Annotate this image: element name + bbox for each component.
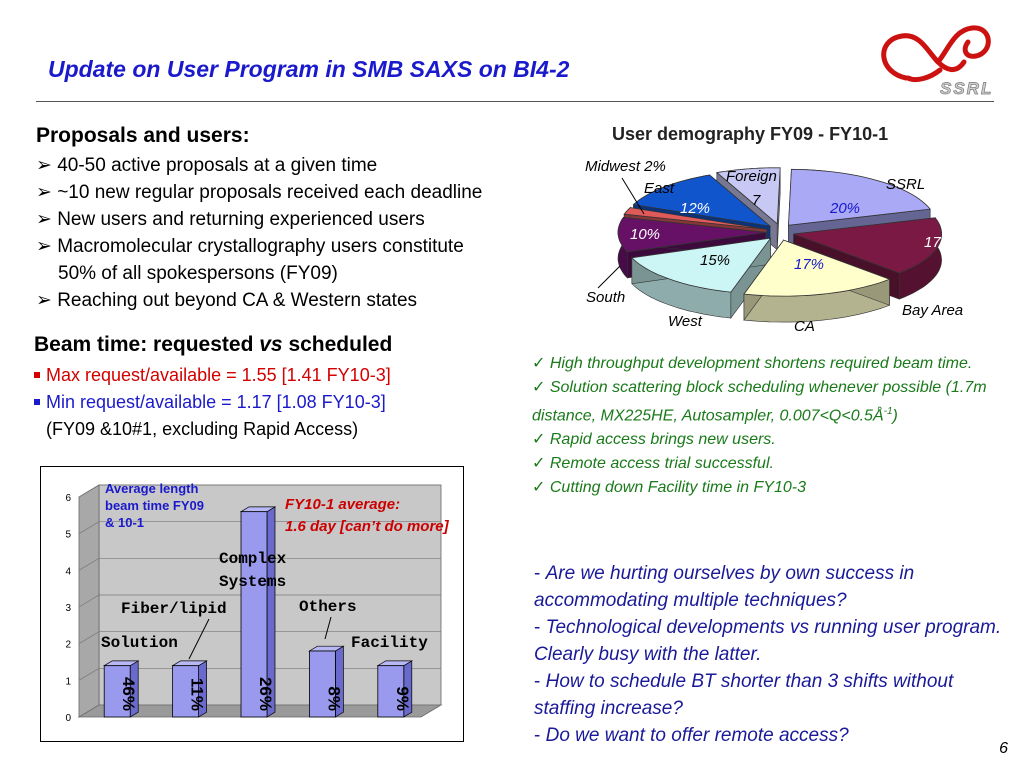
question-item: - Are we hurting ourselves by own success in accommodating multiple techniques? xyxy=(534,560,1004,614)
ssrl-logo xyxy=(868,12,998,104)
bullet-square-icon xyxy=(34,372,40,378)
min-request-text: Min request/available = 1.17 [1.08 FY10-3] xyxy=(46,392,386,412)
bar-chart-title: beam time FY09 xyxy=(105,498,204,513)
max-request-line xyxy=(34,362,391,389)
bar-chart xyxy=(40,466,464,742)
category-label: Systems xyxy=(219,573,287,591)
proposal-item: ➢ ~10 new regular proposals received each deadline xyxy=(36,179,482,206)
y-tick-label: 4 xyxy=(65,566,71,578)
pie-chart-title: User demography FY09 - FY10-1 xyxy=(612,124,889,144)
logo-text: SSRL xyxy=(940,79,994,98)
y-tick-label: 2 xyxy=(65,639,71,651)
notes-list xyxy=(532,352,1002,500)
category-label: Facility xyxy=(351,634,428,652)
pie-value-ssrl: 20% xyxy=(830,200,861,217)
bar-percent-label: 8% xyxy=(324,686,344,711)
note-closing: ) xyxy=(892,407,898,425)
pie-label-ssrl: SSRL xyxy=(886,176,926,193)
title-divider xyxy=(36,101,994,102)
y-tick-label: 3 xyxy=(65,603,71,614)
page-title: Update on User Program in SMB SAXS on BI4-2 xyxy=(48,56,570,82)
bar-percent-label: 9% xyxy=(392,686,412,711)
pie-label-midwest: Midwest 2% xyxy=(585,158,666,175)
beam-time-list xyxy=(34,362,391,443)
note-item: ✓ Rapid access brings new users. xyxy=(532,428,1002,452)
note-item: ✓ Remote access trial successful. xyxy=(532,452,1002,476)
category-label: Fiber/lipid xyxy=(121,600,227,618)
max-request-text: Max request/available = 1.55 [1.41 FY10-3] xyxy=(46,365,391,385)
y-tick-label: 1 xyxy=(65,676,71,688)
proposal-item: ➢ 40-50 active proposals at a given time xyxy=(36,152,482,179)
bar-percent-label: 11% xyxy=(187,677,207,711)
proposal-item: ➢ New users and returning experienced users xyxy=(36,206,482,233)
y-tick-label: 0 xyxy=(65,713,71,724)
note-item: ✓ Solution scattering block scheduling whenever possible (1.7m distance, MX225HE, Autosampler, $0.007<Q<0.5Å^{-1}$) xyxy=(532,376,1002,428)
bar-chart-title: Average length xyxy=(105,481,199,496)
category-label: Solution xyxy=(101,634,178,652)
proposals-heading: Proposals and users: xyxy=(36,124,250,147)
beam-heading-part2: scheduled xyxy=(282,333,393,356)
category-label: Complex xyxy=(219,550,287,568)
page-number: 6 xyxy=(999,740,1008,757)
beam-heading-vs: vs xyxy=(259,333,283,356)
question-item: - Do we want to offer remote access? xyxy=(534,722,1004,749)
bullet-square-icon xyxy=(34,399,40,405)
proposal-item-continuation: 50% of all spokespersons (FY09) xyxy=(58,263,338,284)
pie-value-east: 12% xyxy=(680,200,711,217)
note-superscript: -1 xyxy=(883,406,893,417)
pie-label-foreign: Foreign xyxy=(726,168,777,185)
bar-chart-svg xyxy=(41,467,463,741)
beam-time-note: (FY09 &10#1, excluding Rapid Access) xyxy=(46,419,359,439)
min-request-line xyxy=(34,389,391,416)
pie-label-ca: CA xyxy=(794,318,815,335)
proposal-item: ➢ Reaching out beyond CA & Western states xyxy=(36,287,482,314)
south-leader-line xyxy=(598,266,620,288)
proposal-item: ➢ Macromolecular crystallography users constitute xyxy=(36,233,482,260)
y-tick-label: 6 xyxy=(65,493,71,504)
pie-value-south: 10% xyxy=(630,226,661,243)
note-item: ✓ High throughput development shortens required beam time. xyxy=(532,352,1002,376)
pie-value-bay-area: 17% xyxy=(924,234,955,251)
proposals-list xyxy=(36,152,482,314)
question-item: - Technological developments vs running user program. Clearly busy with the latter. xyxy=(534,614,1004,668)
logo-swoosh xyxy=(908,70,940,80)
pie-label-bay-area: Bay Area xyxy=(902,302,964,319)
y-tick-label: 5 xyxy=(65,529,71,541)
bar-percent-label: 46% xyxy=(119,676,139,711)
bar-chart-title: & 10-1 xyxy=(105,515,145,530)
logo-loop-right xyxy=(938,28,988,62)
bar-percent-label: 26% xyxy=(256,676,275,711)
category-label: Others xyxy=(299,598,357,616)
question-item: - How to schedule BT shorter than 3 shifts without staffing increase? xyxy=(534,668,1004,722)
beam-time-heading xyxy=(34,333,392,357)
annotation-note: 1.6 day [can’t do more] xyxy=(285,518,449,535)
note-item: ✓ Cutting down Facility time in FY10-3 xyxy=(532,476,1002,500)
beam-heading-part1: Beam time: requested xyxy=(34,333,260,356)
pie-label-west: West xyxy=(668,313,702,330)
pie-value-foreign: 7 xyxy=(752,192,761,209)
pie-label-south: South xyxy=(586,289,626,306)
annotation-average: FY10-1 average: xyxy=(285,496,401,513)
pie-chart xyxy=(580,150,1000,340)
pie-value-west: 15% xyxy=(700,252,731,269)
pie-label-east: East xyxy=(644,180,675,197)
questions-list xyxy=(534,560,1004,749)
pie-value-ca: 17% xyxy=(794,256,825,273)
